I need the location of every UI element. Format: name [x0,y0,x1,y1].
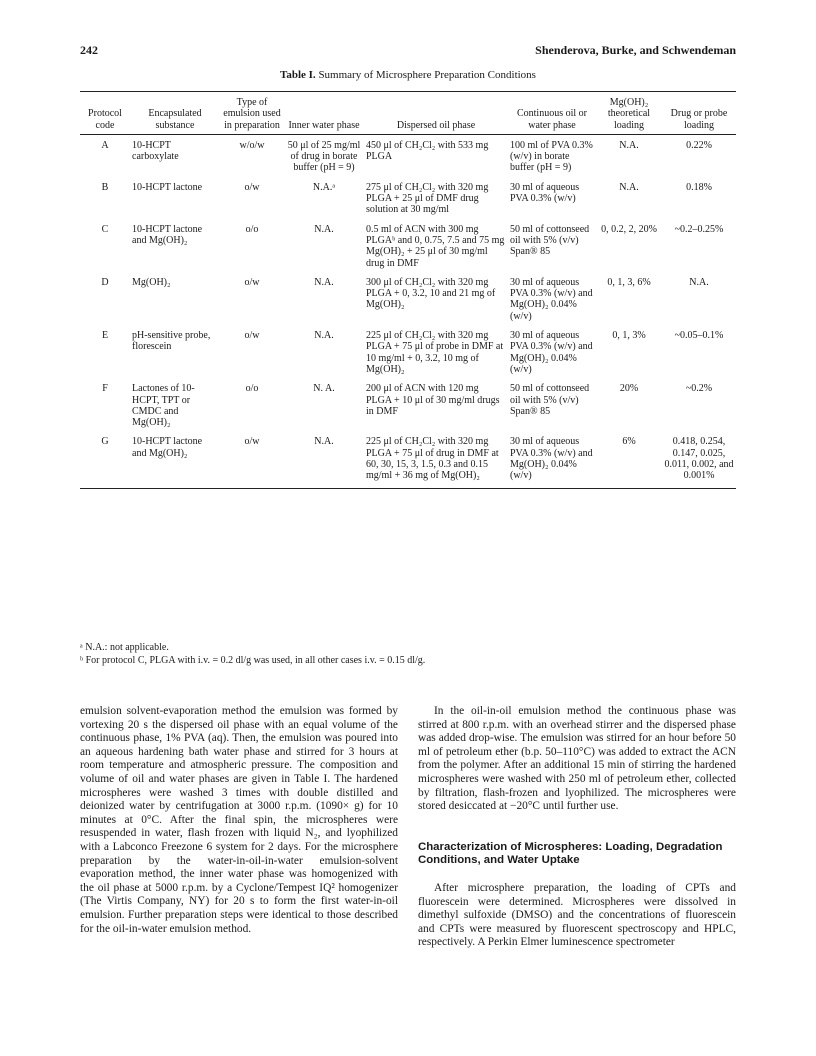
protocol-code: F [102,383,108,395]
column-header: Drug or probe loading [662,92,736,135]
mg-oh2-loading: N.A. [619,181,639,193]
body-paragraph: In the oil-in-oil emulsion method the continuous phase was stirred at 800 r.p.m. with an overhead stirrer and the dispersed phase was added drop-wise. The emulsion was stirred for an hour before 50 ml of petroleum ether (b.p. 50–110°C) was added to extract the ACN from the polymer. After an additional 15 min of stirring the hardened microspheres were washed with 250 ml of petroleum ether, collected by filtration, flash-frozen and lyophilized. The microspheres were stored desiccated at −20°C until further use. [418,705,736,813]
protocol-code: A [101,139,109,151]
inner-water-phase: N.A. [284,431,364,488]
table-caption-label: Table I. [280,69,316,81]
dispersed-oil-phase: 300 μl of CH₂Cl₂ with 320 mg PLGA + 0, 3.2, 10 and 21 mg of Mg(OH)₂ [366,276,496,311]
dispersed-oil-phase: 450 μl of CH₂Cl₂ with 533 mg PLGA [366,139,489,163]
table-row [80,177,736,219]
table-footnote-b: ᵇ For protocol C, PLGA with i.v. = 0.2 dl/g was used, in all other cases i.v. = 0.15 dl/g. [80,655,426,666]
body-paragraph: After microsphere preparation, the loading of CPTs and fluorescein were determined. Microspheres were dissolved in dimethyl sulfoxide (DMSO) and the concentrations of fluorescein and CPTs were measured by fluorescent spectroscopy and HPLC, respectively. A Perkin Elmer luminescence spectrometer [418,881,736,949]
table-row [80,219,736,272]
column-header: Encapsulated substance [130,92,220,135]
inner-water-phase: N. A. [313,383,335,395]
continuous-phase: 30 ml of aqueous PVA 0.3% (w/v) [510,181,580,205]
left-column [80,705,398,936]
table-caption [0,69,816,81]
encapsulated-substance: Lactones of 10-HCPT, TPT or CMDC and Mg(OH)₂ [132,383,195,429]
continuous-phase: 30 ml of aqueous PVA 0.3% (w/v) and Mg(OH)₂ 0.04% (w/v) [508,431,596,488]
protocol-code: C [101,223,109,235]
encapsulated-substance: Mg(OH)₂ [132,276,171,288]
page-number: 242 [80,43,98,57]
encapsulated-substance: 10-HCPT lactone [132,181,203,193]
dispersed-oil-phase: 225 μl of CH₂Cl₂ with 320 mg PLGA + 75 μl of probe in DMF at 10 mg/ml + 0, 3.2, 10 mg of Mg(OH)₂ [366,330,504,375]
table-row [80,272,736,325]
dispersed-oil-phase: 225 μl of CH₂Cl₂ with 320 mg PLGA + 75 μl of drug in DMF at 60, 30, 15, 3, 1.5, 0.3 and 0.15 mg/ml + 36 mg of Mg(OH)₂ [364,431,508,488]
section-heading: Characterization of Microspheres: Loading, Degradation Conditions, and Water Uptake [418,840,723,867]
drug-probe-loading: 0.18% [686,181,712,193]
mg-oh2-loading: 6% [596,431,662,488]
inner-water-phase: N.A.ᵃ [312,181,336,193]
protocol-code: B [101,181,109,193]
mg-oh2-loading: 0, 1, 3% [612,330,646,342]
body-paragraph: emulsion solvent-evaporation method the emulsion was formed by vortexing 20 s the dispersed oil phase with an equal volume of the continuous phase, 1% PVA (aq). Then, the emulsion was poured into an aqueous hardening bath water phase and stirred for 3 hours at room temperature and atmospheric pressure. The composition and volume of oil and water phases are given in Table I. The hardened microspheres were washed 3 times with double distilled and deionized water by centrifugation at 3000 r.p.m. (1090× g) for 10 minutes at 0°C. After the final spin, the microspheres were resuspended in water, flash frozen with liquid N₂, and lyophilized with a Labconco Freezone 6 system for 2 days. For the microsphere preparation by the water-in-oil-in-water emulsion-solvent evaporation method, the inner water phase was homogenized with the oil phase at 5000 r.p.m. by a Cyclone/Tempest IQ² homogenizer (The Virtis Company, NY) for 20 s to form the first water-in-oil emulsion. Further preparation steps were identical to those described for the oil-in-water emulsion method. [80,705,398,935]
continuous-phase: 50 ml of cottonseed oil with 5% (v/v) Span® 85 [510,383,590,417]
dispersed-oil-phase: 275 μl of CH₂Cl₂ with 320 mg PLGA + 25 μl of DMF drug solution at 30 mg/ml [366,181,489,216]
emulsion-type: o/o [245,383,259,395]
column-header: Inner water phase [284,92,364,135]
emulsion-type: o/w [244,330,260,342]
table-row [80,134,736,176]
encapsulated-substance: pH-sensitive probe, florescein [132,330,211,353]
continuous-phase: 100 ml of PVA 0.3% (w/v) in borate buffer (pH = 9) [510,139,593,174]
table-header-row [80,92,736,135]
emulsion-type: o/w [244,276,260,288]
emulsion-type: o/w [220,431,284,488]
emulsion-type: o/o [245,223,259,235]
column-header: Protocol code [80,92,130,135]
table-footnote-a: ᵃ N.A.: not applicable. [80,642,169,653]
continuous-phase: 30 ml of aqueous PVA 0.3% (w/v) and Mg(OH)₂ 0.04% (w/v) [510,276,593,322]
drug-probe-loading: ~0.2% [685,383,713,395]
continuous-phase: 50 ml of cottonseed oil with 5% (v/v) Span® 85 [510,223,590,258]
table-row [80,325,736,378]
drug-probe-loading: ~0.05–0.1% [674,330,724,342]
mg-oh2-loading: 0, 1, 3, 6% [607,276,651,288]
inner-water-phase: N.A. [314,330,334,342]
encapsulated-substance: 10-HCPT lactone and Mg(OH)₂ [130,431,220,488]
column-header: Mg(OH)₂ theoretical loading [596,92,662,135]
protocol-code: E [101,330,109,342]
running-title: Shenderova, Burke, and Schwendeman [535,43,736,57]
encapsulated-substance: 10-HCPT lactone and Mg(OH)₂ [132,223,203,246]
drug-probe-loading: N.A. [689,276,709,288]
encapsulated-substance: 10-HCPT carboxylate [132,139,179,163]
mg-oh2-loading: 20% [619,383,639,395]
emulsion-type: w/o/w [239,139,265,151]
mg-oh2-loading: 0, 0.2, 2, 20% [601,223,657,235]
column-header: Dispersed oil phase [364,92,508,135]
table-row [80,378,736,431]
inner-water-phase: 50 μl of 25 mg/ml of drug in borate buffer (pH = 9) [287,139,361,174]
dispersed-oil-phase: 200 μl of ACN with 120 mg PLGA + 10 μl of 30 mg/ml drugs in DMF [366,383,500,417]
drug-probe-loading: 0.22% [686,139,712,151]
emulsion-type: o/w [244,181,260,193]
protocol-code: D [101,276,109,288]
right-column [418,705,736,950]
mg-oh2-loading: N.A. [619,139,639,151]
column-header: Type of emulsion used in preparation [220,92,284,135]
column-header: Continuous oil or water phase [508,92,596,135]
preparation-table [80,91,736,489]
inner-water-phase: N.A. [314,276,334,288]
inner-water-phase: N.A. [314,223,334,235]
table-row [80,431,736,488]
protocol-code: G [80,431,130,488]
continuous-phase: 30 ml of aqueous PVA 0.3% (w/v) and Mg(OH)₂ 0.04% (w/v) [510,330,593,375]
drug-probe-loading: ~0.2–0.25% [674,223,724,235]
dispersed-oil-phase: 0.5 ml of ACN with 300 mg PLGAᵇ and 0, 0.75, 7.5 and 75 mg Mg(OH)₂ + 25 μl of 30 mg/ml drug in DMF [366,223,505,269]
drug-probe-loading: 0.418, 0.254, 0.147, 0.025, 0.011, 0.002, and 0.001% [662,431,736,488]
table-caption-text: Summary of Microsphere Preparation Conditions [318,69,536,81]
